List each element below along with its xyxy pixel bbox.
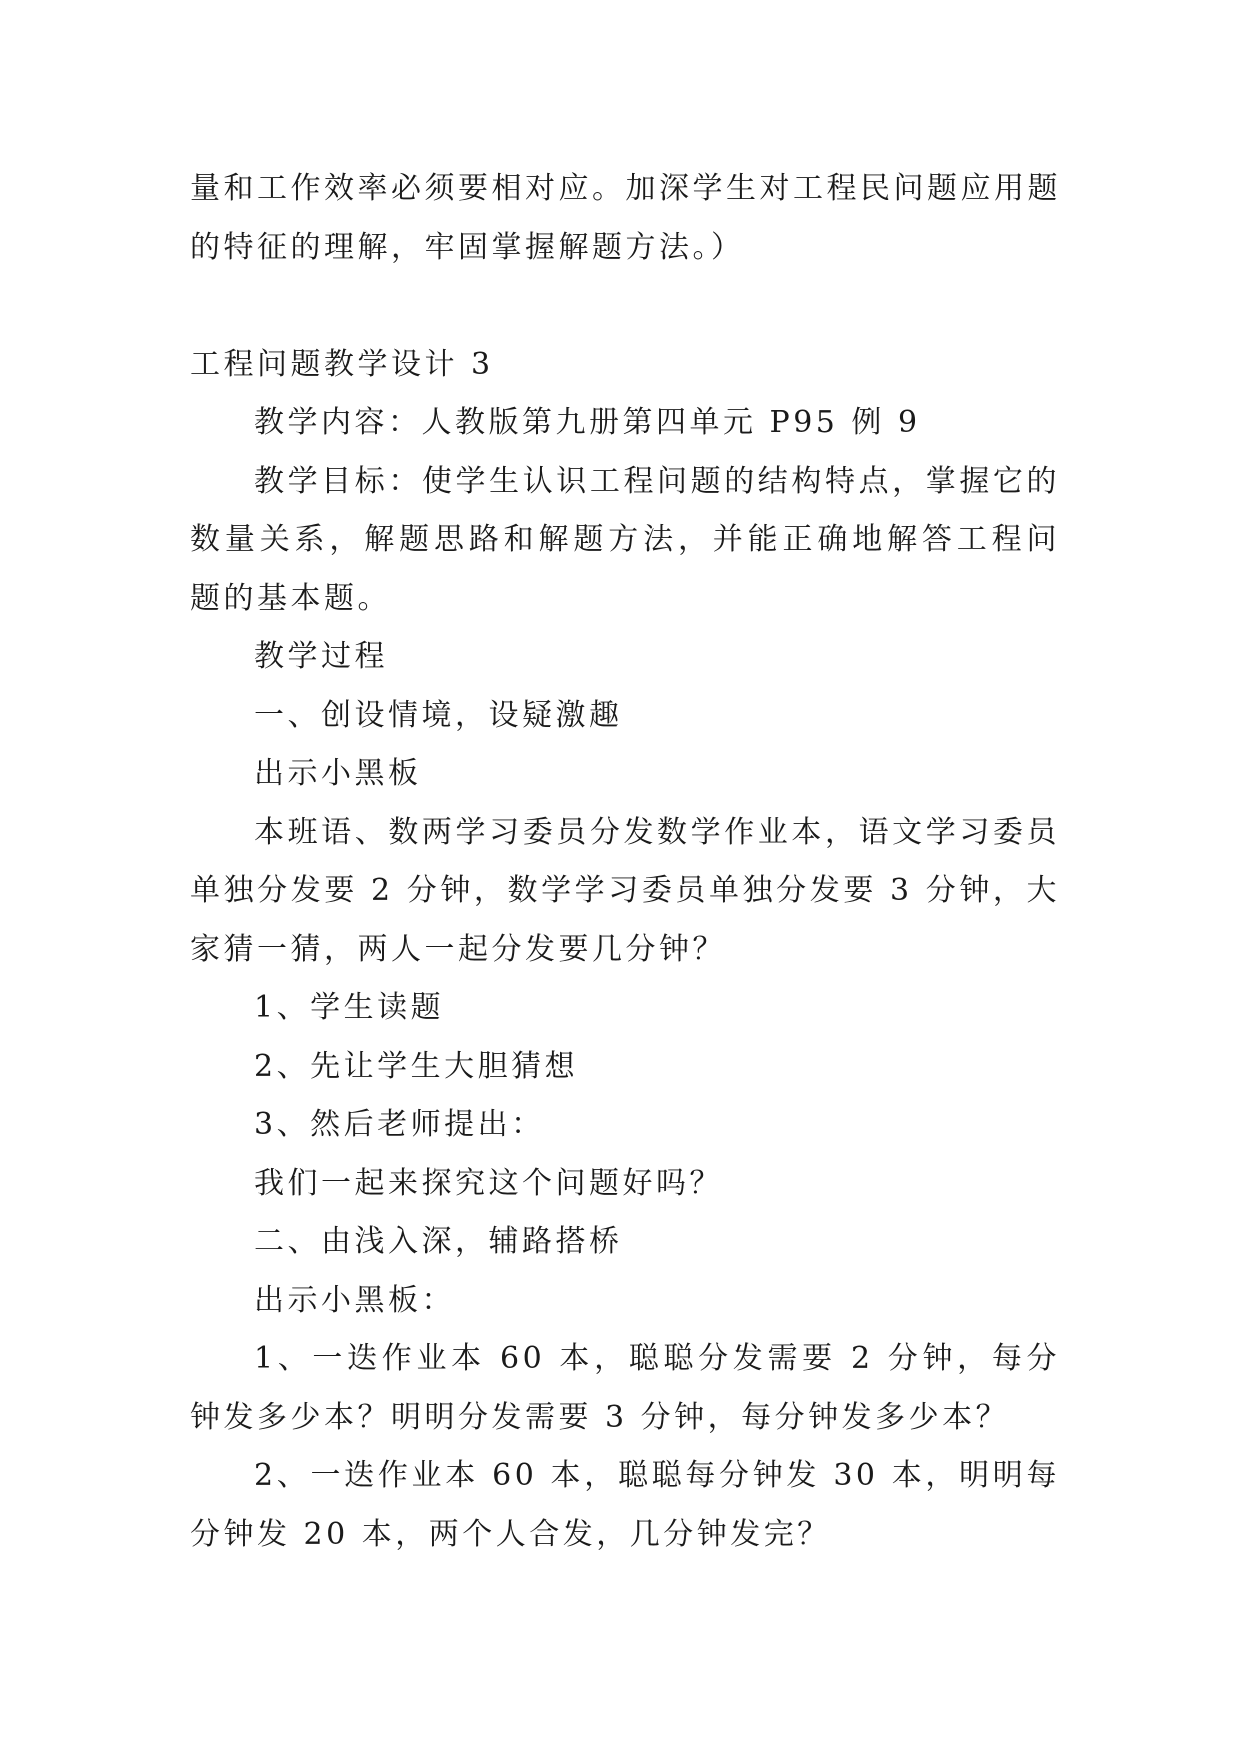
blank-line bbox=[190, 277, 1060, 336]
step-two-heading: 二、由浅入深，辅路搭桥 bbox=[254, 1224, 623, 1259]
teaching-content: 教学内容：人教版第九册第四单元 P95 例 9 bbox=[254, 405, 921, 440]
list-item: 3、然后老师提出： bbox=[254, 1107, 545, 1142]
teaching-objective: 教学目标：使学生认识工程问题的结构特点，掌握它的数量关系，解题思路和解题方法，并能正确地解答工程问题的基本题。 bbox=[190, 463, 1060, 616]
paragraph: 出示小黑板 bbox=[254, 756, 422, 791]
problem-paragraph: 本班语、数两学习委员分发数学作业本，语文学习委员单独分发要 2 分钟，数学学习委员单独分发要 3 分钟，大家猜一猜，两人一起分发要几分钟？ bbox=[190, 814, 1060, 967]
exercise-item: 1、一迭作业本 60 本，聪聪分发需要 2 分钟，每分钟发多少本？明明分发需要 3 分钟，每分钟发多少本？ bbox=[190, 1341, 1060, 1435]
paragraph: 出示小黑板： bbox=[254, 1282, 455, 1318]
text-line: 的特征的理解，牢固掌握解题方法。） bbox=[190, 229, 745, 265]
step-one-heading: 一、创设情境，设疑激趣 bbox=[254, 697, 623, 733]
list-item: 1、学生读题 bbox=[254, 990, 445, 1025]
document-page bbox=[190, 160, 1060, 1564]
teaching-process-heading: 教学过程 bbox=[254, 639, 388, 674]
paragraph: 我们一起来探究这个问题好吗？ bbox=[254, 1165, 723, 1201]
text-line: 量和工作效率必须要相对应。加深学生对工程民问题应用题 bbox=[190, 171, 1061, 206]
section-heading: 工程问题教学设计 3 bbox=[190, 346, 494, 382]
list-item: 2、先让学生大胆猜想 bbox=[254, 1048, 579, 1084]
exercise-item: 2、一迭作业本 60 本，聪聪每分钟发 30 本，明明每分钟发 20 本，两个人合发，几分钟发完？ bbox=[190, 1458, 1060, 1552]
